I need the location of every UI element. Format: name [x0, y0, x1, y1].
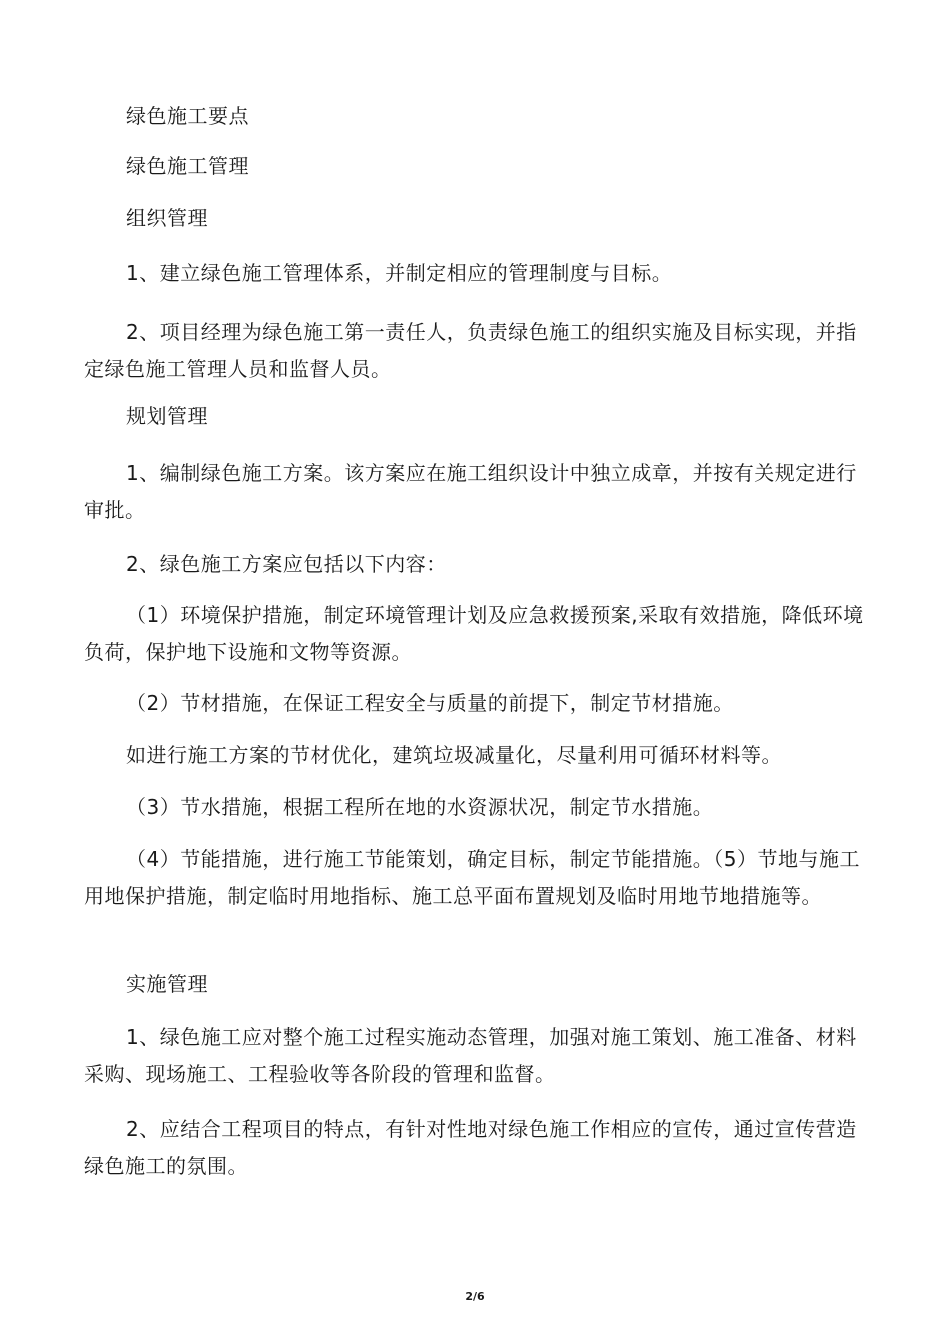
- page-number: 2/6: [465, 1290, 485, 1303]
- paragraph: 1、编制绿色施工方案。该方案应在施工组织设计中独立成章，并按有关规定进行审批。: [84, 461, 857, 522]
- paragraph: 2、项目经理为绿色施工第一责任人，负责绿色施工的组织实施及目标实现，并指定绿色施工管理人员和监督人员。: [84, 320, 857, 381]
- subsection-heading: 组织管理: [126, 206, 208, 230]
- paragraph: （1）环境保护措施，制定环境管理计划及应急救援预案,采取有效措施，降低环境负荷，保护地下设施和文物等资源。: [84, 603, 864, 664]
- subsection-heading: 规划管理: [126, 404, 208, 428]
- paragraph: 2、应结合工程项目的特点，有针对性地对绿色施工作相应的宣传，通过宣传营造绿色施工的氛围。: [84, 1117, 857, 1178]
- document-title: 绿色施工要点: [126, 104, 249, 128]
- paragraph: （3）节水措施，根据工程所在地的水资源状况，制定节水措施。: [126, 795, 714, 819]
- paragraph: （4）节能措施，进行施工节能策划，确定目标，制定节能措施。（5）节地与施工用地保护措施，制定临时用地指标、施工总平面布置规划及临时用地节地措施等。: [84, 847, 860, 908]
- paragraph: 1、建立绿色施工管理体系，并制定相应的管理制度与目标。: [126, 261, 673, 285]
- paragraph: 如进行施工方案的节材优化，建筑垃圾减量化，尽量利用可循环材料等。: [126, 743, 782, 767]
- paragraph: 1、绿色施工应对整个施工过程实施动态管理，加强对施工策划、施工准备、材料采购、现场施工、工程验收等各阶段的管理和监督。: [84, 1025, 857, 1086]
- subsection-heading: 实施管理: [126, 972, 208, 996]
- paragraph: （2）节材措施，在保证工程安全与质量的前提下，制定节材措施。: [126, 691, 734, 715]
- paragraph: 2、绿色施工方案应包括以下内容：: [126, 552, 447, 576]
- section-heading: 绿色施工管理: [126, 154, 249, 178]
